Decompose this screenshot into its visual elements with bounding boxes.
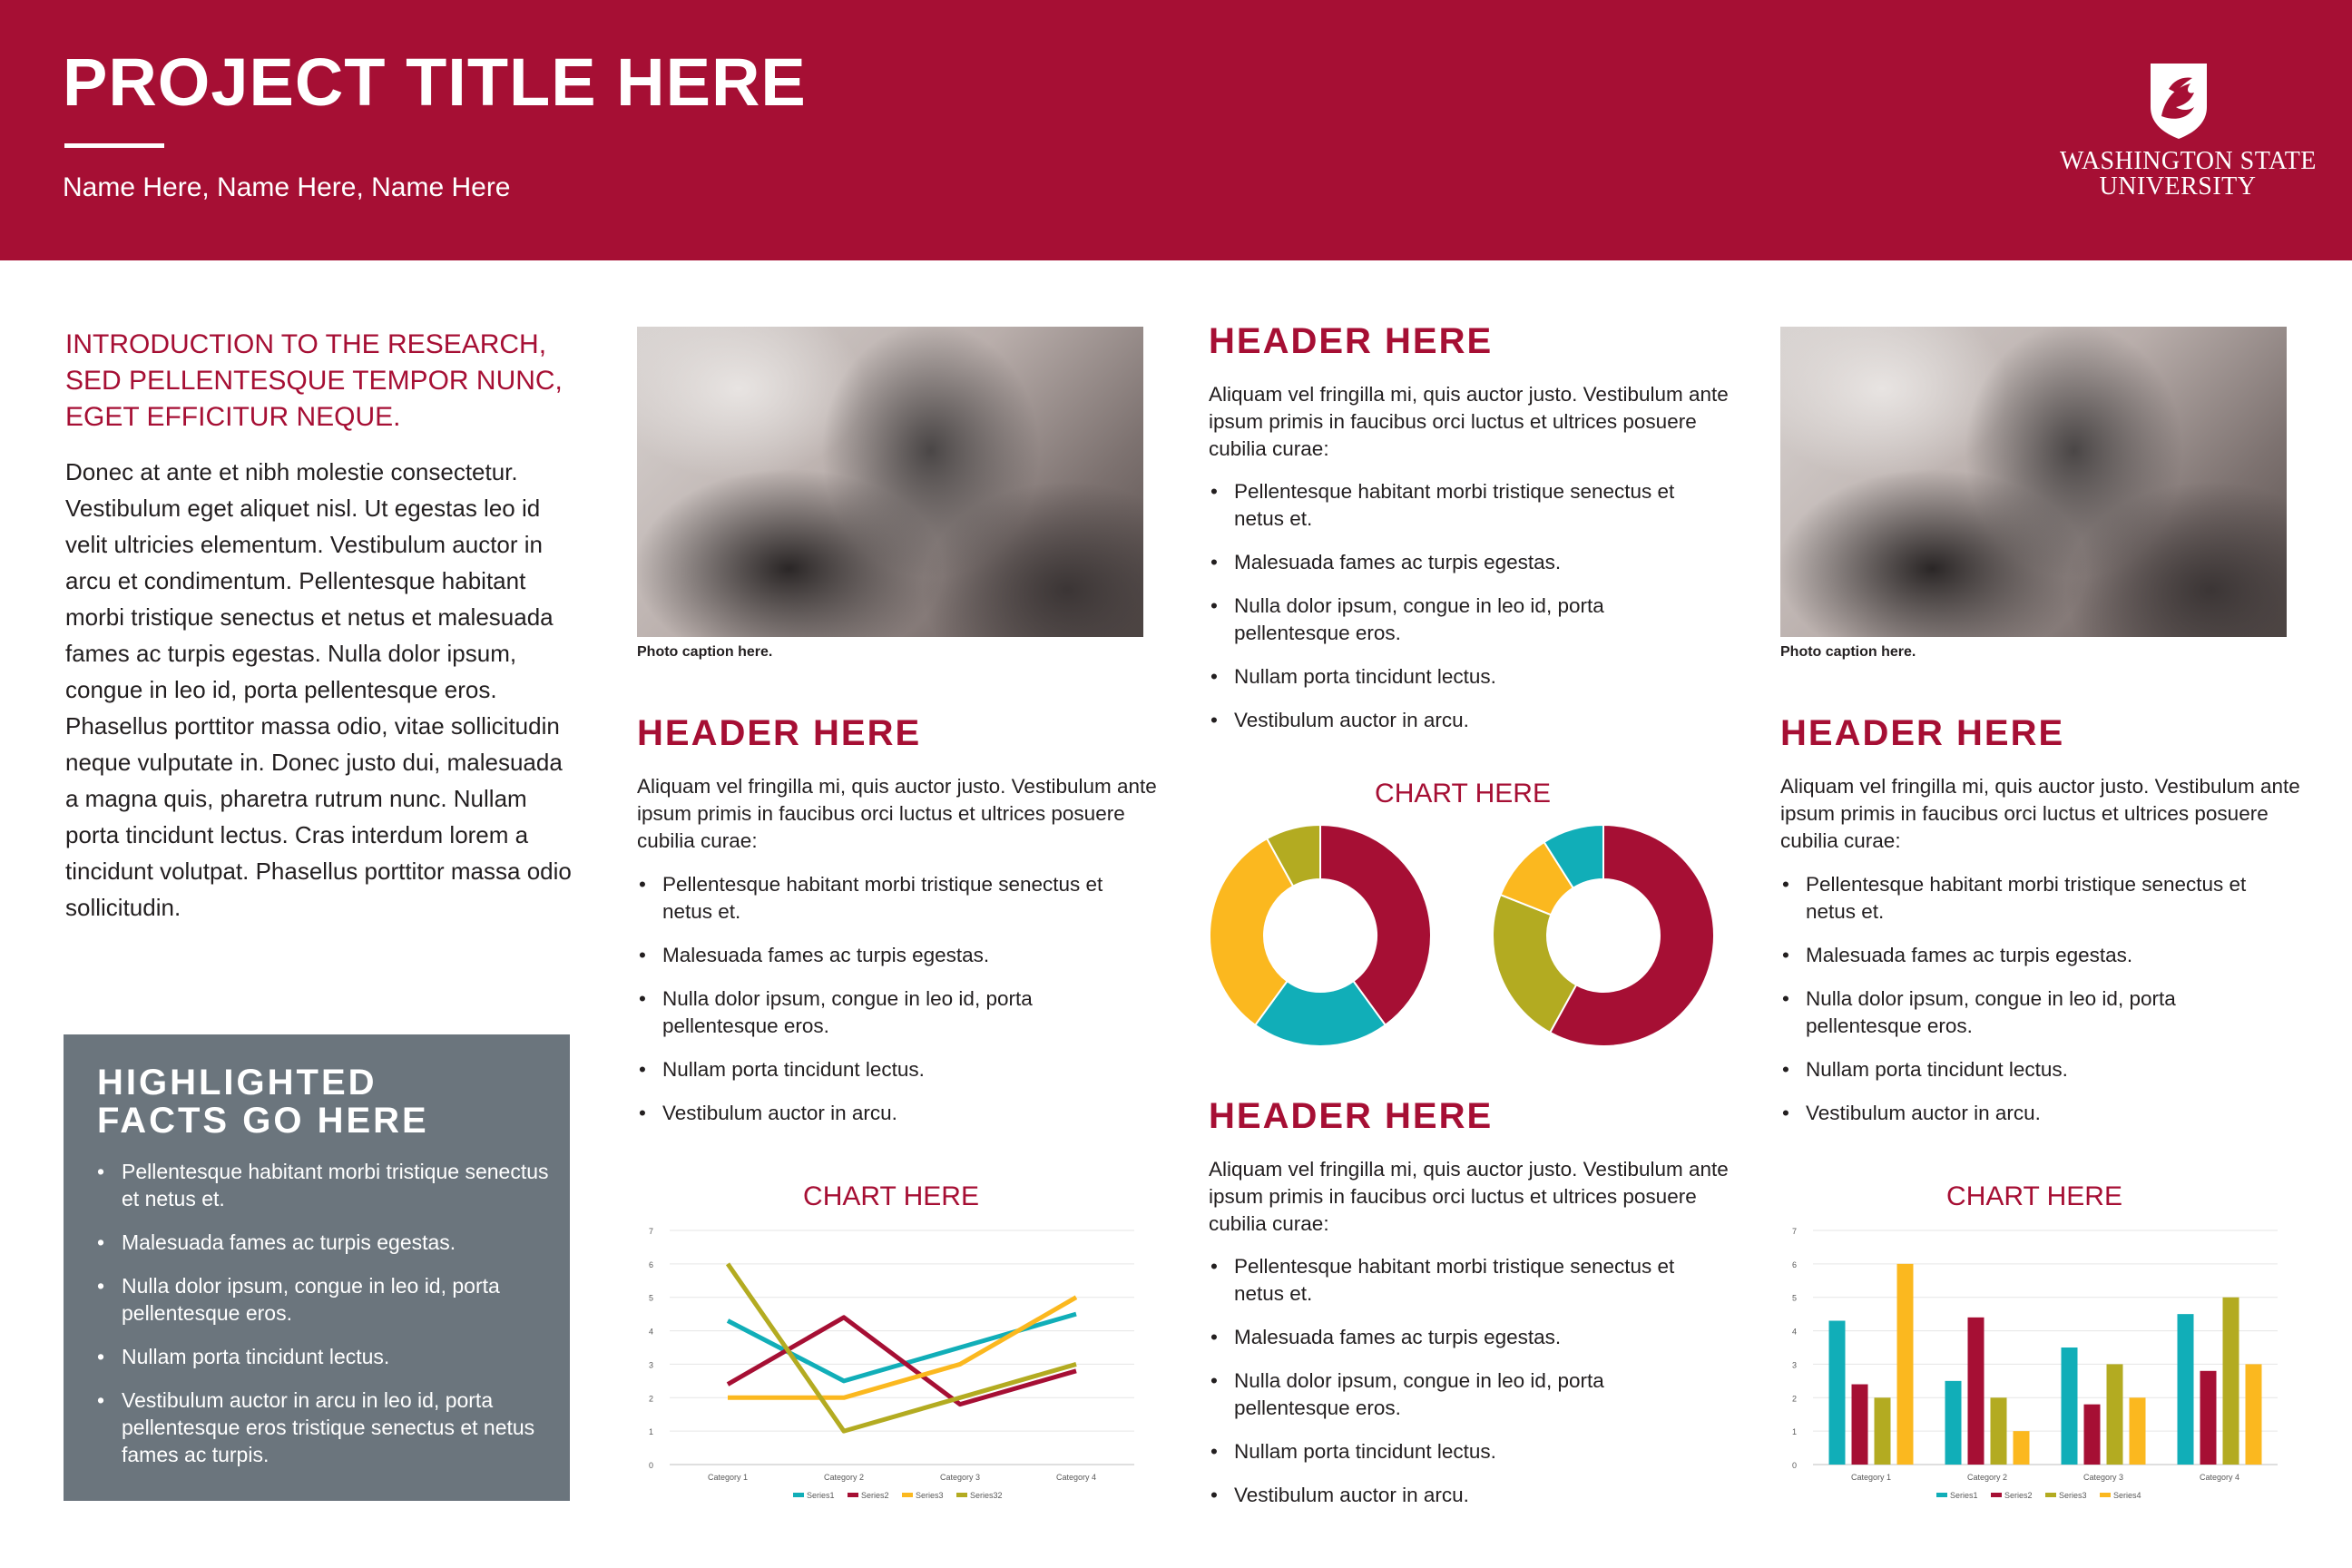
x-tick-label: Category 4 xyxy=(1055,1473,1097,1482)
bar xyxy=(2246,1364,2262,1465)
legend-swatch xyxy=(2045,1493,2056,1497)
list-item: • Nulla dolor ipsum, congue in leo id, porta pellentesque eros. xyxy=(1209,1367,1717,1422)
x-tick-label: Category 2 xyxy=(1966,1473,2008,1482)
list-item: • Malesuada fames ac turpis egestas. xyxy=(1209,549,1717,576)
legend-swatch xyxy=(2100,1493,2111,1497)
logo-wordmark-line2: UNIVERSITY xyxy=(2099,172,2257,201)
bar xyxy=(2062,1348,2078,1465)
legend-label: Series4 xyxy=(2113,1491,2141,1500)
y-tick-label: 1 xyxy=(1791,1427,1797,1437)
list-item: • Malesuada fames ac turpis egestas. xyxy=(637,942,1145,969)
cougar-shield-icon xyxy=(2149,62,2209,140)
list-item: • Pellentesque habitant morbi tristique senectus et netus et. xyxy=(637,871,1145,926)
x-tick-label: Category 1 xyxy=(707,1473,749,1482)
list-item: • Nulla dolor ipsum, congue in leo id, porta pellentesque eros. xyxy=(97,1272,551,1327)
section-list-4 xyxy=(1780,871,2288,1143)
legend-label: Series1 xyxy=(1950,1491,1978,1500)
poster-title: PROJECT TITLE HERE xyxy=(63,44,807,120)
legend-label: Series32 xyxy=(970,1491,1003,1500)
list-item: • Nullam porta tincidunt lectus. xyxy=(1209,663,1717,691)
list-item: • Nulla dolor ipsum, congue in leo id, porta pellentesque eros. xyxy=(1209,593,1717,647)
y-tick-label: 3 xyxy=(648,1360,653,1370)
intro-body: Donec at ante et nibh molestie consectetur. Vestibulum eget aliquet nisl. Ut egestas leo id velit ultricies elementum. Vestibulum auctor in arcu et condimentum. Pellentesque habitant morbi tristique senectus et netus et malesuada fames ac turpis egestas. Nulla dolor ipsum, congue in leo id, porta pellentesque eros. Phasellus porttitor massa odio, vitae sollicitudin neque vulputate in. Donec justo dui, malesuada a magna quis, pharetra rutrum nunc. Nullam porta tincidunt lectus. Cras interdum lorem a tincidunt volutpat. Phasellus porttitor massa odio sollicitudin. xyxy=(65,458,572,921)
bar xyxy=(1991,1397,2007,1465)
legend-label: Series1 xyxy=(807,1491,835,1500)
section-paragraph-4: Aliquam vel fringilla mi, quis auctor justo. Vestibulum ante ipsum primis in faucibus orci luctus et ultrices posuere cubilia curae: xyxy=(1780,775,2300,852)
bar xyxy=(1897,1264,1914,1465)
list-item: • Pellentesque habitant morbi tristique senectus et netus et. xyxy=(1209,478,1717,533)
legend-label: Series3 xyxy=(916,1491,944,1500)
legend-swatch xyxy=(1991,1493,2002,1497)
y-tick-label: 3 xyxy=(1791,1360,1797,1370)
university-logo xyxy=(2060,62,2317,207)
section-heading-3: HEADER HERE xyxy=(1209,1096,1494,1136)
y-tick-label: 5 xyxy=(648,1293,653,1303)
logo-wordmark-line1: WASHINGTON STATE xyxy=(2060,147,2317,175)
section-paragraph-3: Aliquam vel fringilla mi, quis auctor justo. Vestibulum ante ipsum primis in faucibus orci luctus et ultrices posuere cubilia curae: xyxy=(1209,1158,1729,1235)
x-tick-label: Category 3 xyxy=(2082,1473,2124,1482)
legend-label: Series2 xyxy=(2004,1491,2033,1500)
donut-chart-2 xyxy=(1492,824,1715,1047)
y-tick-label: 2 xyxy=(648,1394,653,1404)
list-item: • Vestibulum auctor in arcu in leo id, porta pellentesque eros tristique senectus et netus fames ac turpis. xyxy=(97,1387,551,1468)
y-tick-label: 0 xyxy=(648,1461,653,1470)
list-item: • Nulla dolor ipsum, congue in leo id, porta pellentesque eros. xyxy=(1780,985,2288,1040)
x-tick-label: Category 4 xyxy=(2199,1473,2240,1482)
section-heading-1: HEADER HERE xyxy=(637,713,922,753)
list-item: • Malesuada fames ac turpis egestas. xyxy=(1209,1324,1717,1351)
list-item: • Pellentesque habitant morbi tristique senectus et netus et. xyxy=(1209,1253,1717,1308)
legend-swatch xyxy=(956,1493,967,1497)
y-tick-label: 4 xyxy=(1791,1327,1797,1337)
bar xyxy=(2130,1397,2146,1465)
intro-heading: INTRODUCTION TO THE RESEARCH, SED PELLENTESQUE TEMPOR NUNC, EGET EFFICITUR NEQUE. xyxy=(65,329,563,432)
section-paragraph-1: Aliquam vel fringilla mi, quis auctor justo. Vestibulum ante ipsum primis in faucibus orci luctus et ultrices posuere cubilia curae: xyxy=(637,775,1157,852)
list-item: • Pellentesque habitant morbi tristique senectus et netus et. xyxy=(97,1158,551,1212)
section-list-1 xyxy=(637,871,1145,1143)
legend-swatch xyxy=(793,1493,804,1497)
bar xyxy=(2107,1364,2123,1465)
facts-list xyxy=(97,1158,551,1485)
photo-2 xyxy=(1780,327,2287,637)
bar-chart-title: CHART HERE xyxy=(1946,1181,2122,1211)
bar-chart xyxy=(1769,1216,2296,1506)
bar xyxy=(1945,1381,1962,1465)
list-item: • Vestibulum auctor in arcu. xyxy=(637,1100,1145,1127)
legend-label: Series2 xyxy=(861,1491,889,1500)
highlighted-facts-box xyxy=(64,1034,570,1501)
section-list-2 xyxy=(1209,478,1717,750)
list-item: • Pellentesque habitant morbi tristique senectus et netus et. xyxy=(1780,871,2288,926)
bar xyxy=(2084,1405,2101,1465)
list-item: • Malesuada fames ac turpis egestas. xyxy=(1780,942,2288,969)
y-tick-label: 7 xyxy=(1791,1227,1797,1236)
list-item: • Nullam porta tincidunt lectus. xyxy=(637,1056,1145,1083)
donut-chart-1 xyxy=(1209,824,1432,1047)
y-tick-label: 6 xyxy=(1791,1259,1797,1269)
bar xyxy=(1875,1397,1891,1465)
y-tick-label: 1 xyxy=(648,1427,653,1437)
bar xyxy=(1968,1318,1984,1465)
facts-title xyxy=(97,1063,551,1140)
x-tick-label: Category 1 xyxy=(1850,1473,1892,1482)
legend-swatch xyxy=(902,1493,913,1497)
list-item: • Nullam porta tincidunt lectus. xyxy=(97,1343,551,1370)
list-item: • Malesuada fames ac turpis egestas. xyxy=(97,1229,551,1256)
author-names: Name Here, Name Here, Name Here xyxy=(63,172,511,202)
bar xyxy=(1829,1321,1846,1465)
y-tick-label: 7 xyxy=(648,1227,653,1236)
list-item: • Vestibulum auctor in arcu. xyxy=(1209,707,1717,734)
y-tick-label: 6 xyxy=(648,1259,653,1269)
bar xyxy=(2178,1314,2194,1465)
title-divider xyxy=(64,143,164,148)
y-tick-label: 5 xyxy=(1791,1293,1797,1303)
facts-title-line2: FACTS GO HERE xyxy=(97,1101,429,1141)
list-item: • Vestibulum auctor in arcu. xyxy=(1209,1482,1717,1509)
line-chart-title: CHART HERE xyxy=(803,1181,979,1211)
section-paragraph-2: Aliquam vel fringilla mi, quis auctor justo. Vestibulum ante ipsum primis in faucibus orci luctus et ultrices posuere cubilia curae: xyxy=(1209,383,1729,460)
y-tick-label: 2 xyxy=(1791,1394,1797,1404)
photo-caption-1: Photo caption here. xyxy=(637,644,773,660)
legend-swatch xyxy=(848,1493,858,1497)
y-tick-label: 0 xyxy=(1791,1461,1797,1470)
photo-1 xyxy=(637,327,1143,637)
section-heading-4: HEADER HERE xyxy=(1780,713,2065,753)
list-item: • Nullam porta tincidunt lectus. xyxy=(1209,1438,1717,1465)
section-list-3 xyxy=(1209,1253,1717,1525)
y-tick-label: 4 xyxy=(648,1327,653,1337)
bar xyxy=(2200,1371,2217,1465)
section-heading-2: HEADER HERE xyxy=(1209,321,1494,361)
list-item: • Vestibulum auctor in arcu. xyxy=(1780,1100,2288,1127)
donut-chart-title: CHART HERE xyxy=(1375,779,1551,808)
x-tick-label: Category 2 xyxy=(823,1473,865,1482)
bar xyxy=(1852,1385,1868,1465)
line-chart xyxy=(626,1216,1152,1506)
title-banner xyxy=(0,0,2352,260)
facts-title-line1: HIGHLIGHTED xyxy=(97,1063,377,1102)
bar xyxy=(2223,1298,2239,1465)
legend-swatch xyxy=(1936,1493,1947,1497)
list-item: • Nulla dolor ipsum, congue in leo id, porta pellentesque eros. xyxy=(637,985,1145,1040)
bar xyxy=(2014,1431,2030,1465)
legend-label: Series3 xyxy=(2059,1491,2087,1500)
list-item: • Nullam porta tincidunt lectus. xyxy=(1780,1056,2288,1083)
series-line xyxy=(728,1314,1076,1381)
photo-caption-2: Photo caption here. xyxy=(1780,644,1916,660)
x-tick-label: Category 3 xyxy=(939,1473,981,1482)
